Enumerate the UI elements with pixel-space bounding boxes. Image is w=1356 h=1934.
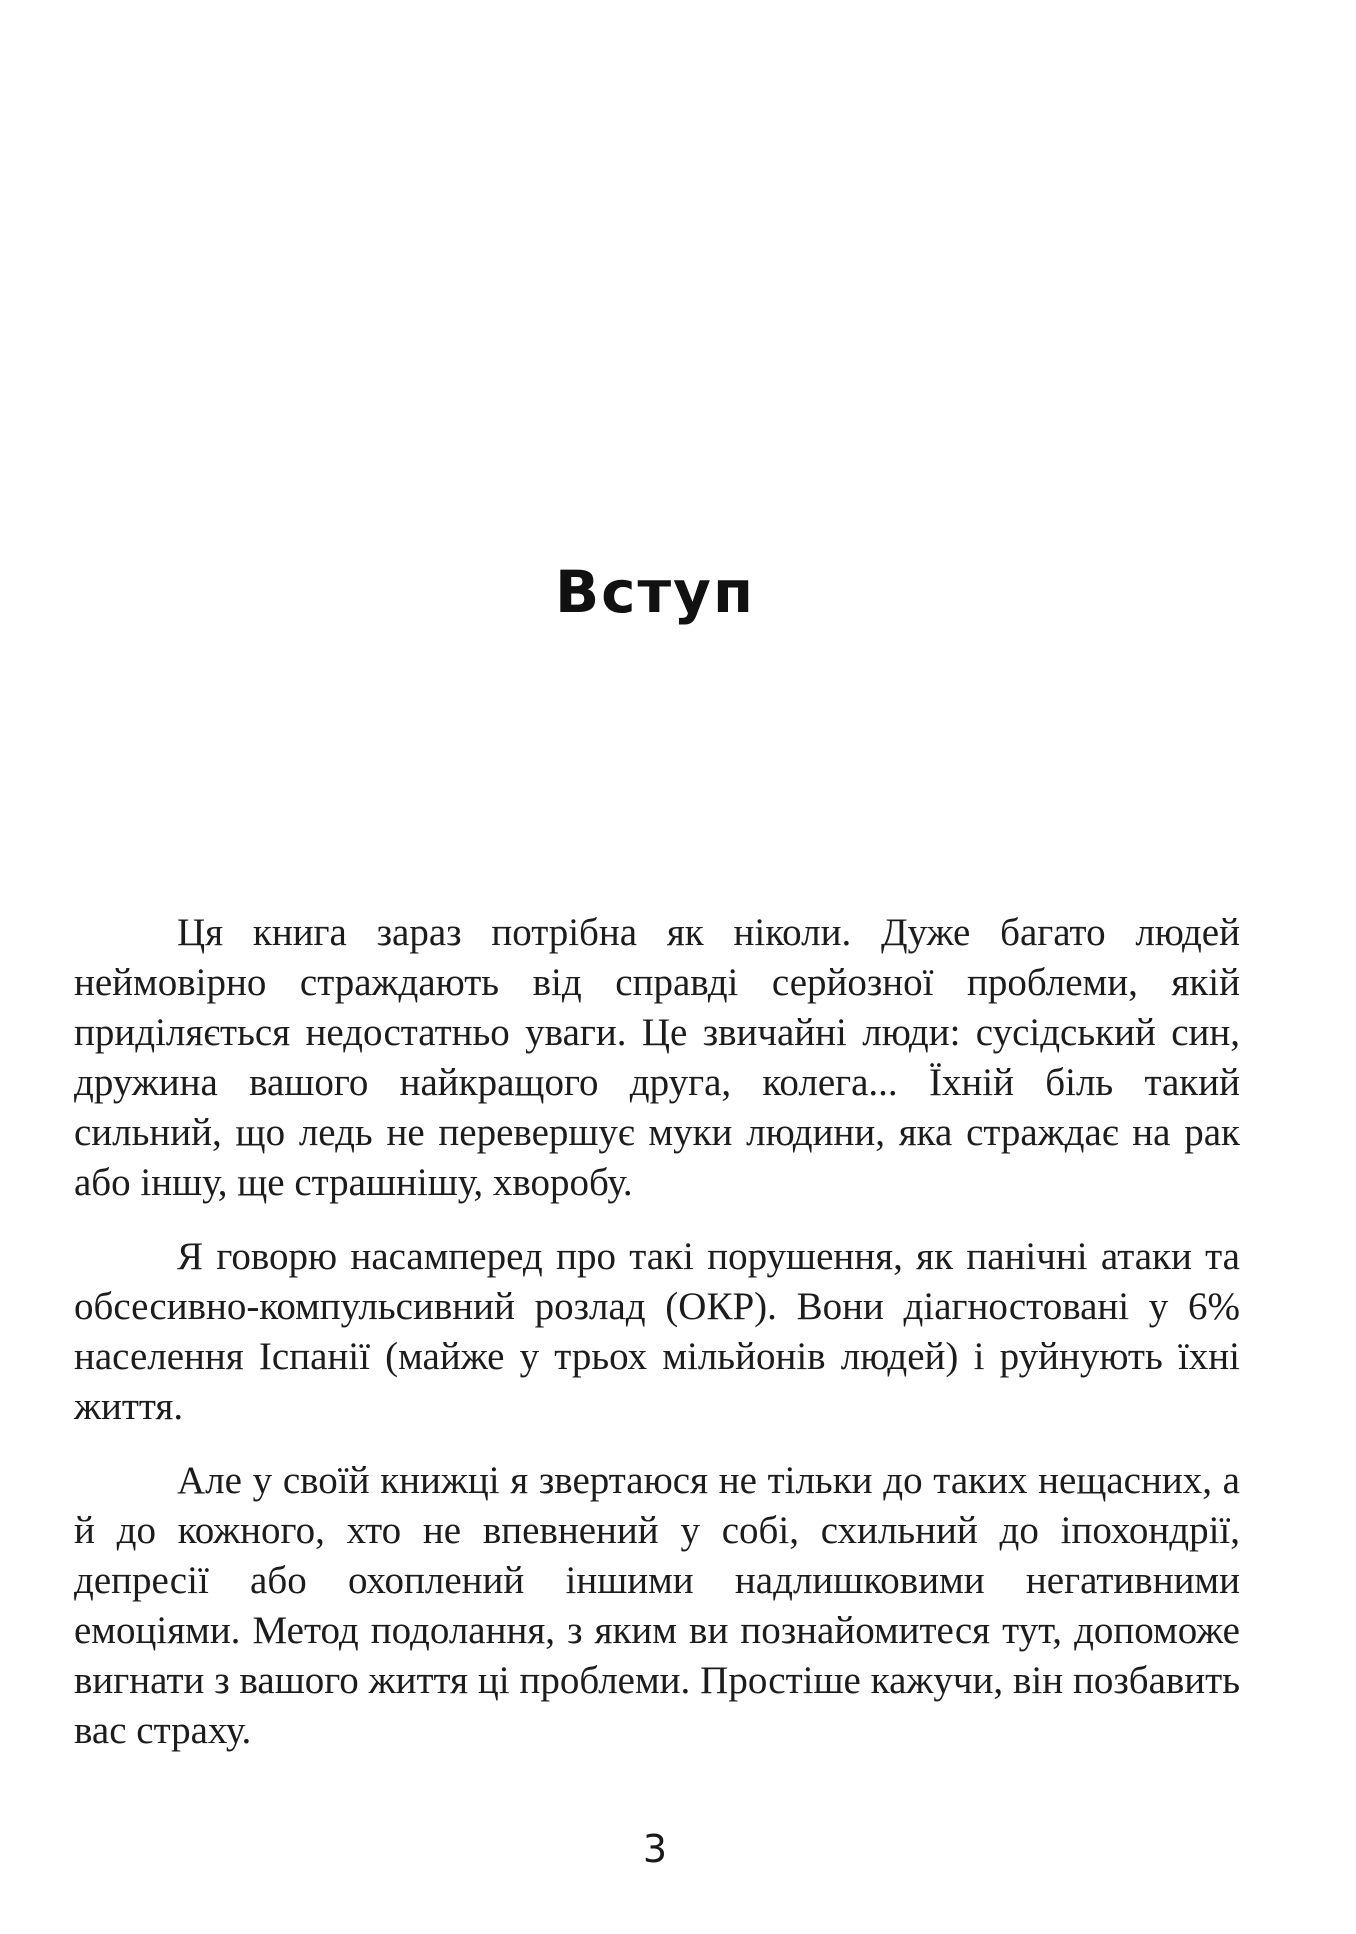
paragraph-1: Ця книга зараз потрібна як ніколи. Дуже багато людей неймовірно страждають від справді серйозної проблеми, якій приділяється недостатньо уваги. Це звичайні люди: сусідський син, дружина вашого найкращого друга, колега... Їхній біль такий сильний, що ледь не перевершує муки людини, яка страждає на рак або іншу, ще страшнішу, хворобу. bbox=[74, 911, 1240, 1204]
paragraph-2: Я говорю насамперед про такі порушення, як панічні атаки та обсесивно-компульсивний розлад (ОКР). Вони діагностовані у 6% населення Іспанії (майже у трьох мільйонів людей) і руйнують їхні життя. bbox=[74, 1235, 1240, 1428]
paragraph-3: Але у своїй книжці я звертаюся не тільки до таких нещасних, а й до кожного, хто не впевнений у собі, схильний до іпохондрії, депресії або охоплений іншими надлишковими негативними емоціями. Метод подолання, з яким ви познайомитеся тут, допоможе вигнати з вашого життя ці проблеми. Простіше кажучи, він позбавить вас страху. bbox=[74, 1459, 1240, 1752]
chapter-title: Вступ bbox=[554, 558, 756, 626]
body-text bbox=[74, 908, 1240, 1780]
page-number: 3 bbox=[642, 1827, 668, 1871]
